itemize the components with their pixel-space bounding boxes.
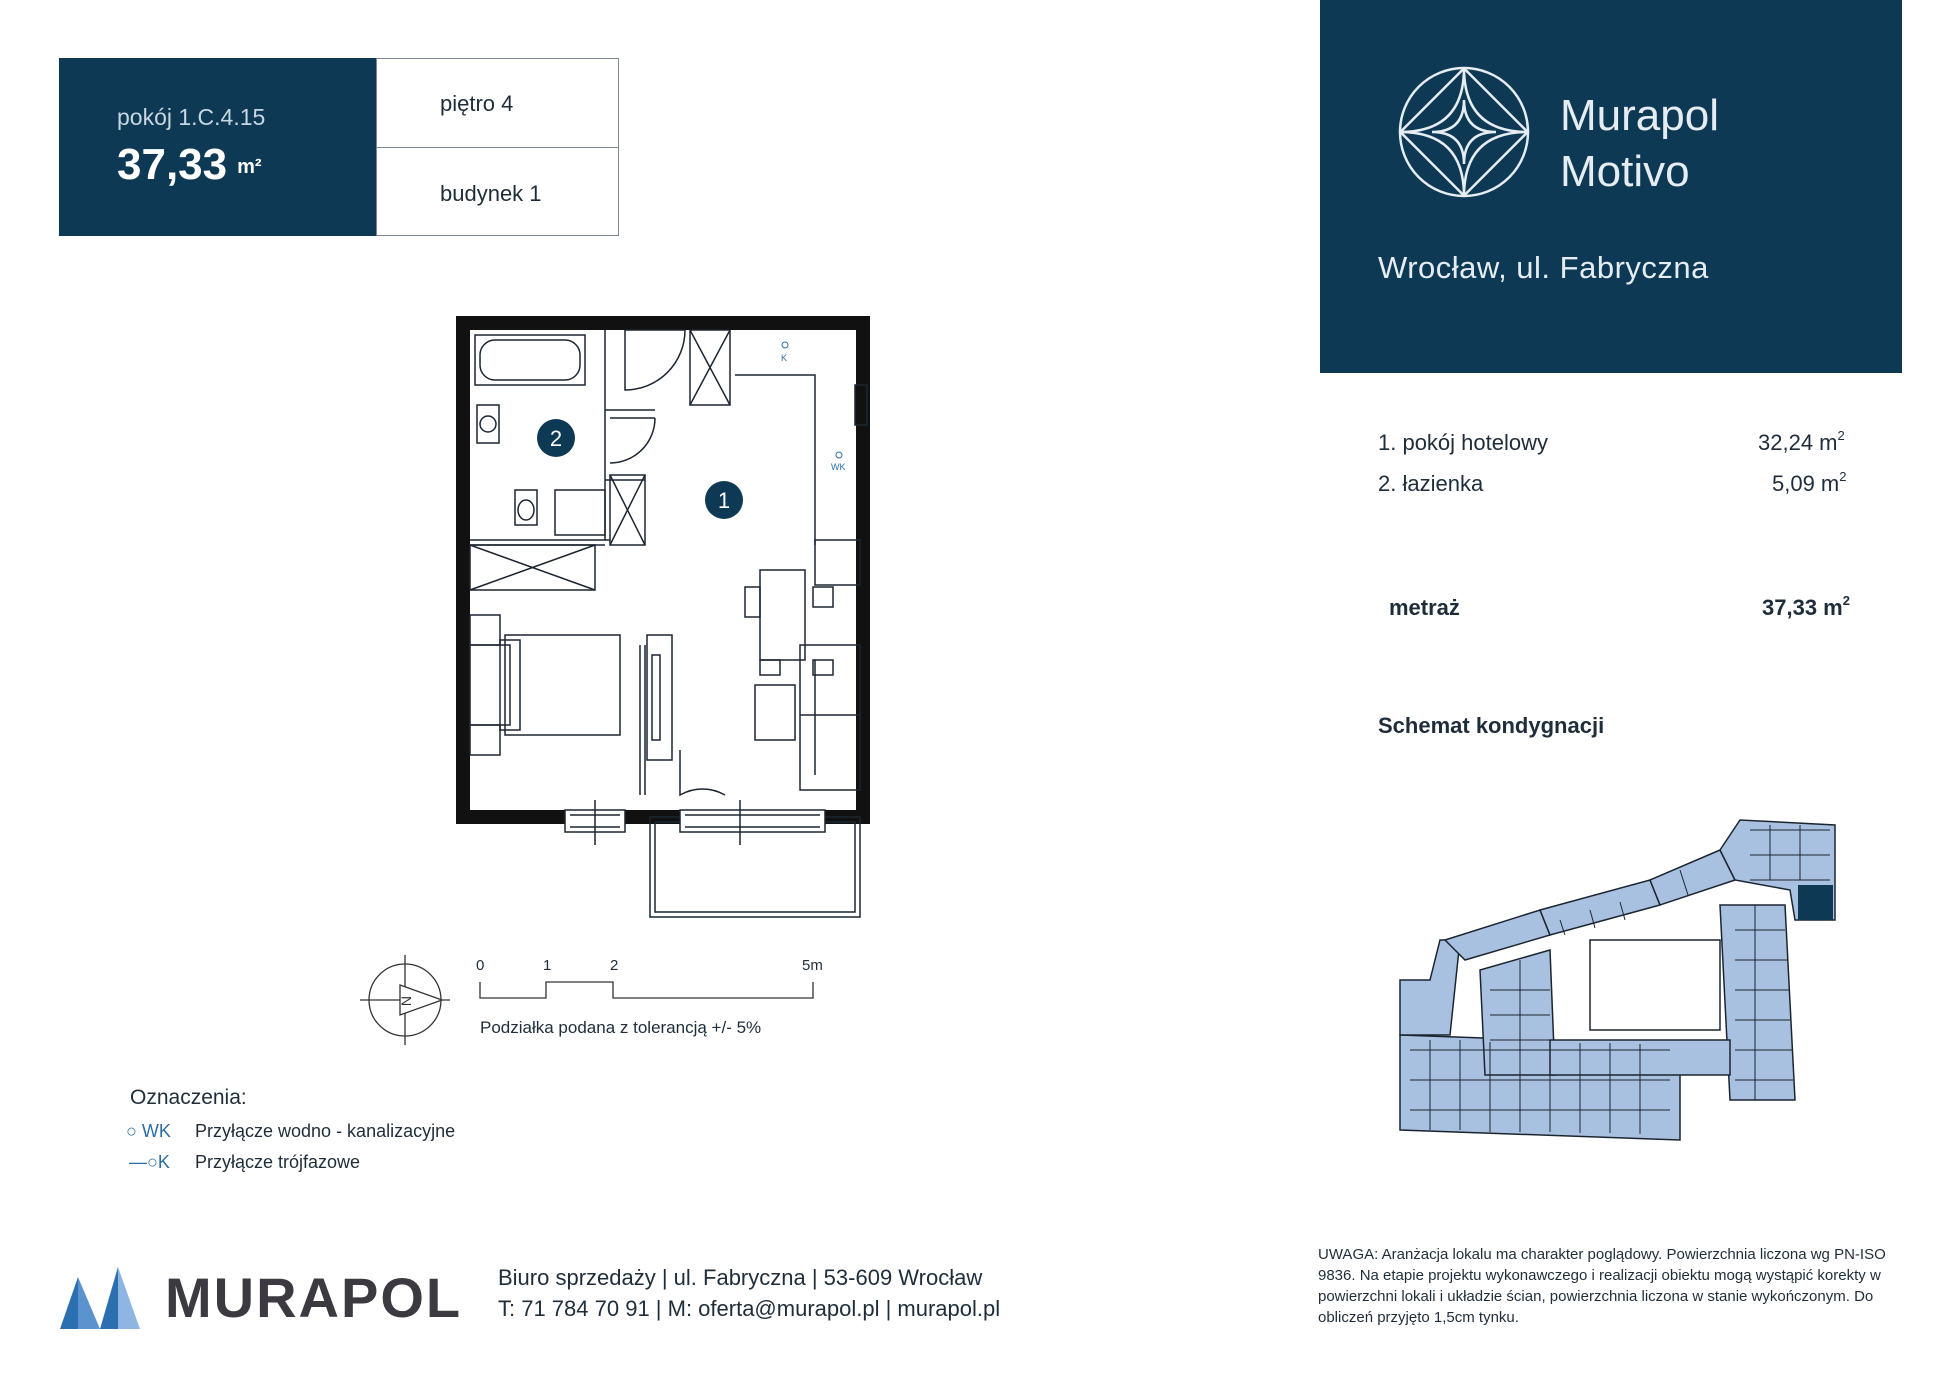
room-marker-2 <box>537 419 575 457</box>
murapol-logo-text: MURAPOL <box>165 1266 463 1329</box>
scale-tick-2: 2 <box>610 957 619 974</box>
development-name-line2: Motivo <box>1560 147 1690 196</box>
room-area-value: 37,33 <box>117 140 228 189</box>
legend-k-text: Przyłącze trójfazowe <box>195 1152 361 1172</box>
room-1-area-sup: 2 <box>1837 428 1845 443</box>
room-marker-1-label: 1 <box>717 488 731 513</box>
room-2-area <box>1772 471 1847 497</box>
room-1-label: 1. pokój hotelowy <box>1378 430 1548 455</box>
building-label: budynek 1 <box>440 181 542 206</box>
legend-wk-icon: ○ WK <box>126 1121 171 1141</box>
development-name <box>1560 88 1719 200</box>
total-area-value: 37,33 m <box>1762 595 1843 620</box>
motivo-emblem-icon <box>1394 62 1534 202</box>
scale-tick-1: 1 <box>543 957 552 974</box>
sales-office-address: Biuro sprzedaży | ul. Fabryczna | 53-609 Wrocław <box>498 1265 983 1290</box>
room-2-label: 2. łazienka <box>1378 471 1484 496</box>
total-area-sup: 2 <box>1842 593 1850 608</box>
sales-office-contact: T: 71 784 70 91 | M: oferta@murapol.pl | murapol.pl <box>498 1296 1001 1321</box>
legend-title: Oznaczenia: <box>130 1086 247 1109</box>
compass-icon <box>360 955 450 1045</box>
room-2-area-sup: 2 <box>1839 469 1847 484</box>
room-number: pokój 1.C.4.15 <box>117 104 266 130</box>
scale-tick-0: 0 <box>476 957 485 974</box>
legend-k-code: K <box>157 1152 170 1172</box>
room-2-area-value: 5,09 m <box>1772 471 1840 496</box>
scale-tolerance-note: Podziałka podana z tolerancją +/- 5% <box>480 1018 762 1037</box>
room-area <box>117 140 262 190</box>
wk-marker-label: WK <box>831 462 846 472</box>
room-area-unit: m² <box>237 156 262 178</box>
total-label: metraż <box>1389 595 1460 620</box>
room-1-area <box>1758 430 1845 456</box>
legend-wk-code: WK <box>141 1121 171 1141</box>
total-area <box>1762 595 1850 621</box>
k-marker-label: K <box>781 353 788 363</box>
development-name-line1: Murapol <box>1560 91 1719 140</box>
murapol-logo-icon <box>60 1267 140 1329</box>
room-marker-1 <box>705 481 743 519</box>
apartment-floor-plan <box>455 315 875 935</box>
scale-tick-5m: 5m <box>802 957 823 974</box>
north-label: N <box>398 995 414 1007</box>
building-floor-schema <box>1390 810 1850 1150</box>
legend-wk-text: Przyłącze wodno - kanalizacyjne <box>195 1121 456 1141</box>
scale-bar <box>478 980 818 1002</box>
sales-office-info <box>498 1262 1000 1324</box>
disclaimer-note: UWAGA: Aranżacja lokalu ma charakter poglądowy. Powierzchnia liczona wg PN-ISO 9836. Na etapie projektu wykonawczego i realizacji obiektu mogą wystąpić korekty w powierzchni lokali i układzie ścian, powierzchnia liczona w stanie wykończonym. Do obliczeń przyjęto 1,5cm tynku. <box>1318 1246 1886 1326</box>
divider <box>376 147 619 148</box>
room-1-area-value: 32,24 m <box>1758 430 1838 455</box>
room-marker-2-label: 2 <box>549 426 563 451</box>
apartment-highlight <box>1798 885 1833 920</box>
schema-title: Schemat kondygnacji <box>1378 713 1605 738</box>
development-location: Wrocław, ul. Fabryczna <box>1378 250 1709 285</box>
legend-k-icon: —○K <box>129 1152 170 1172</box>
floor-label: piętro 4 <box>440 91 514 116</box>
